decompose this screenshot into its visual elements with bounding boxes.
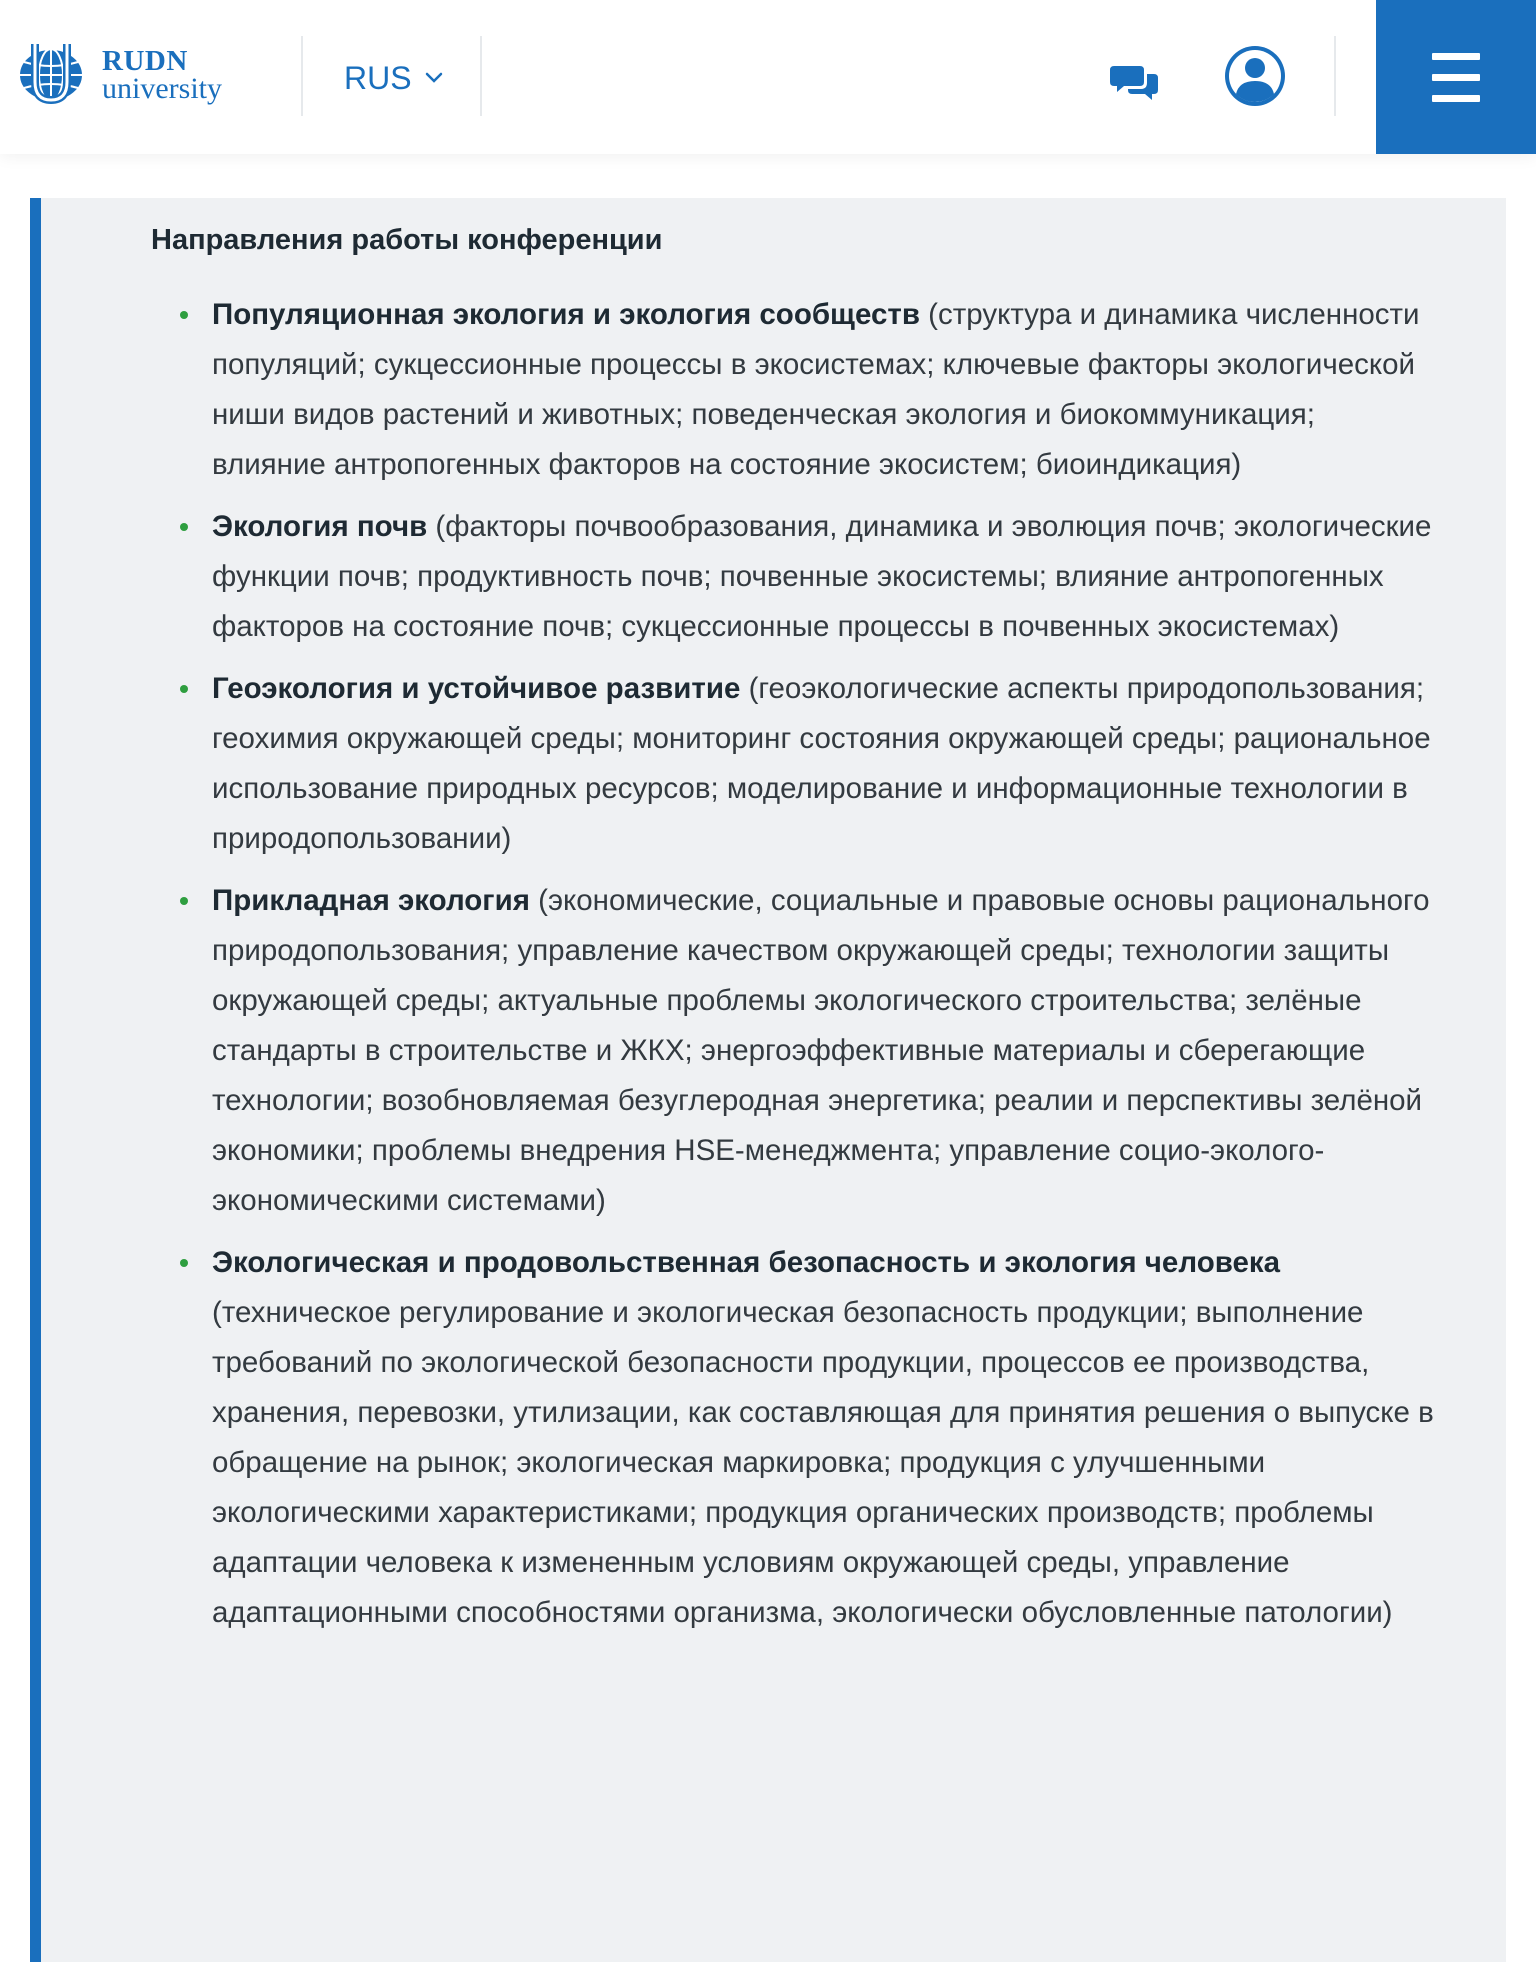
topic-description: (экономические, социальные и правовые основы рационального природопользования; управление качеством окружающей среды; технологии защиты окружающей среды; актуальные проблемы экологического строительства; зелёные стандарты в строительстве и ЖКХ; энергоэффективные материалы и сберегающие технологии; возобновляемая безуглеродная энергетика; реалии и перспективы зелёной экономики; проблемы внедрения HSE-менеджмента; управление социо-эколого-экономическими системами) (212, 884, 1430, 1217)
rudn-logo[interactable] (8, 38, 258, 112)
language-selector[interactable] (344, 56, 444, 100)
topic-item (212, 664, 1434, 864)
topic-item (212, 1238, 1434, 1638)
chat-icon[interactable] (1110, 62, 1160, 102)
topic-item (212, 876, 1434, 1226)
topics-list (212, 290, 1434, 1650)
topic-title: Прикладная экология (212, 884, 530, 917)
rudn-globe-logo-icon (8, 38, 94, 112)
conference-topics-block (30, 198, 1506, 1962)
topic-description: (геоэкологические аспекты природопользования; геохимия окружающей среды; мониторинг состояния окружающей среды; рациональное использование природных ресурсов; моделирование и информационные технологии в природопользовании) (212, 672, 1431, 855)
section-title: Направления работы конференции (151, 224, 663, 256)
topic-description: (структура и динамика численности популяций; сукцессионные процессы в экосистемах; ключевые факторы экологической ниши видов растений и животных; поведенческая экология и биокоммуникация; влияние антропогенных факторов на состояние экосистем; биоиндикация) (212, 298, 1420, 481)
topic-title: Экологическая и продовольственная безопасность и экология человека (212, 1246, 1281, 1279)
logo-wordmark (102, 44, 222, 105)
logo-line-2: university (102, 71, 222, 105)
chevron-down-icon (424, 72, 444, 84)
topic-item (212, 290, 1434, 490)
user-profile-icon[interactable] (1223, 44, 1287, 108)
hamburger-menu-button[interactable] (1376, 0, 1536, 154)
topic-title: Экология почв (212, 510, 428, 543)
language-label: RUS (344, 59, 412, 96)
topic-title: Популяционная экология и экология сообществ (212, 298, 920, 331)
site-header (0, 0, 1536, 154)
topic-description: (факторы почвообразования, динамика и эволюция почв; экологические функции почв; продуктивность почв; почвенные экосистемы; влияние антропогенных факторов на состояние почв; сукцессионные процессы в почвенных экосистемах) (212, 510, 1432, 643)
header-divider (301, 36, 303, 116)
header-divider (1334, 36, 1336, 116)
topic-description: (техническое регулирование и экологическая безопасность продукции; выполнение требований по экологической безопасности продукции, процессов ее производства, хранения, перевозки, утилизации, как составляющая для принятия решения о выпуске в обращение на рынок; экологическая маркировка; продукция с улучшенными экологическими характеристиками; продукция органических производств; проблемы адаптации человека к измененным условиям окружающей среды, управление адаптационными способностями организма, экологически обусловленные патологии) (212, 1296, 1434, 1629)
header-divider (480, 36, 482, 116)
topic-title: Геоэкология и устойчивое развитие (212, 672, 741, 705)
topic-item (212, 502, 1434, 652)
logo-line-1: RUDN (102, 44, 188, 77)
